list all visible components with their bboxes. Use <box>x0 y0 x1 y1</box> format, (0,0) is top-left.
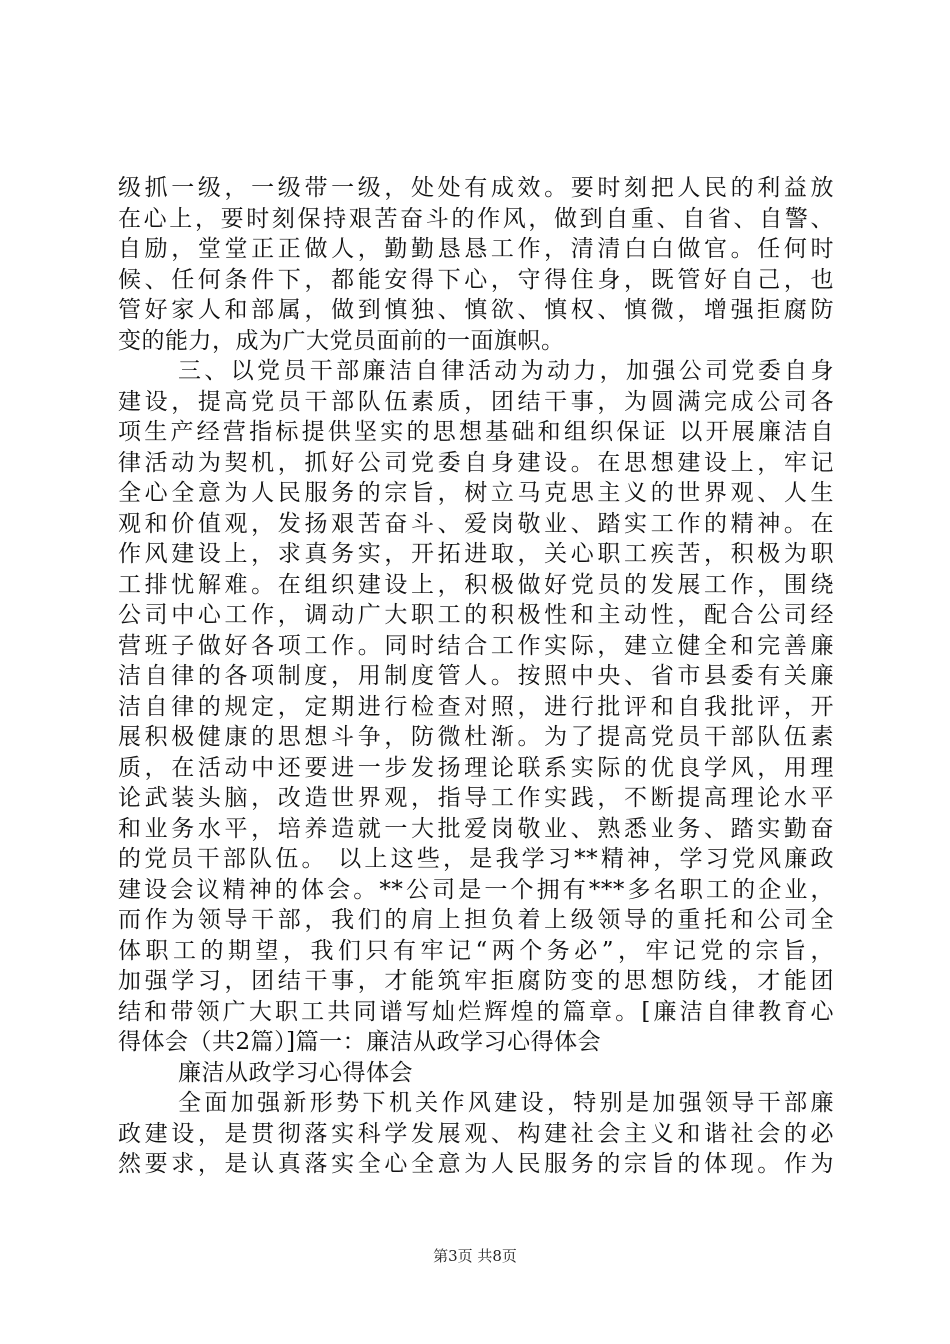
text-line: 得体会（共2篇）]篇一：廉洁从政学习心得体会 <box>118 1029 602 1055</box>
body-text <box>118 173 834 1180</box>
text-line: 的党员干部队伍。 以上这些，是我学习**精神，学习党风廉政 <box>118 846 834 872</box>
text-line: 和业务水平，培养造就一大批爱岗敬业、熟悉业务、踏实勤奋 <box>118 815 834 842</box>
text-line: 公司中心工作，调动广大职工的积极性和主动性，配合公司经 <box>118 602 834 628</box>
text-line: 管好家人和部属，做到慎独、慎欲、慎权、慎微，增强拒腐防 <box>118 297 834 323</box>
text-line: 而作为领导干部，我们的肩上担负着上级领导的重托和公司全 <box>118 907 834 933</box>
text-line: 质，在活动中还要进一步发扬理论联系实际的优良学风，用理 <box>118 754 834 781</box>
text-line: 工排忧解难。在组织建设上，积极做好党员的发展工作，围绕 <box>118 571 834 598</box>
text-line: 在心上，要时刻保持艰苦奋斗的作风，做到自重、自省、自警、 <box>118 205 834 232</box>
text-line: 作风建设上，求真务实，开拓进取，关心职工疾苦，积极为职 <box>118 541 834 567</box>
text-line: 建设，提高党员干部队伍素质，团结干事，为圆满完成公司各 <box>118 388 834 415</box>
text-line: 自励，堂堂正正做人，勤勤恳恳工作，清清白白做官。任何时 <box>118 236 834 262</box>
text-line: 项生产经营指标提供坚实的思想基础和组织保证 以开展廉洁自 <box>118 419 834 445</box>
section-title-line: 廉洁从政学习心得体会 <box>178 1059 413 1086</box>
text-line: 建设会议精神的体会。**公司是一个拥有***多名职工的企业， <box>118 876 834 903</box>
text-line: 三、以党员干部廉洁自律活动为动力，加强公司党委自身 <box>178 358 834 384</box>
text-line: 加强学习，团结干事，才能筑牢拒腐防变的思想防线，才能团 <box>118 968 834 994</box>
text-line: 洁自律的各项制度，用制度管人。按照中央、省市县委有关廉 <box>118 663 834 689</box>
page-footer: 第3页 共8页 <box>433 1247 517 1265</box>
text-line: 政建设，是贯彻落实科学发展观、构建社会主义和谐社会的必 <box>118 1120 834 1147</box>
text-line: 全面加强新形势下机关作风建设，特别是加强领导干部廉 <box>178 1090 834 1116</box>
text-line: 体职工的期望，我们只有牢记“两个务必”，牢记党的宗旨， <box>118 937 834 964</box>
text-line: 候、任何条件下，都能安得下心，守得住身，既管好自己，也 <box>118 266 834 293</box>
text-line: 结和带领广大职工共同谱写灿烂辉煌的篇章。[廉洁自律教育心 <box>118 998 834 1025</box>
text-line: 变的能力，成为广大党员面前的一面旗帜。 <box>118 327 565 354</box>
text-line: 级抓一级，一级带一级，处处有成效。要时刻把人民的利益放 <box>118 175 834 201</box>
text-line: 论武装头脑，改造世界观，指导工作实践，不断提高理论水平 <box>118 785 834 811</box>
text-line: 全心全意为人民服务的宗旨，树立马克思主义的世界观、人生 <box>118 480 834 506</box>
text-line: 洁自律的规定，定期进行检查对照，进行批评和自我批评，开 <box>118 693 834 720</box>
text-line: 营班子做好各项工作。同时结合工作实际，建立健全和完善廉 <box>118 632 834 659</box>
text-line: 展积极健康的思想斗争，防微杜渐。为了提高党员干部队伍素 <box>118 724 834 750</box>
text-line: 律活动为契机，抓好公司党委自身建设。在思想建设上，牢记 <box>118 449 834 476</box>
text-line: 观和价值观，发扬艰苦奋斗、爱岗敬业、踏实工作的精神。在 <box>118 510 834 537</box>
text-line: 然要求，是认真落实全心全意为人民服务的宗旨的体现。作为 <box>118 1151 834 1177</box>
